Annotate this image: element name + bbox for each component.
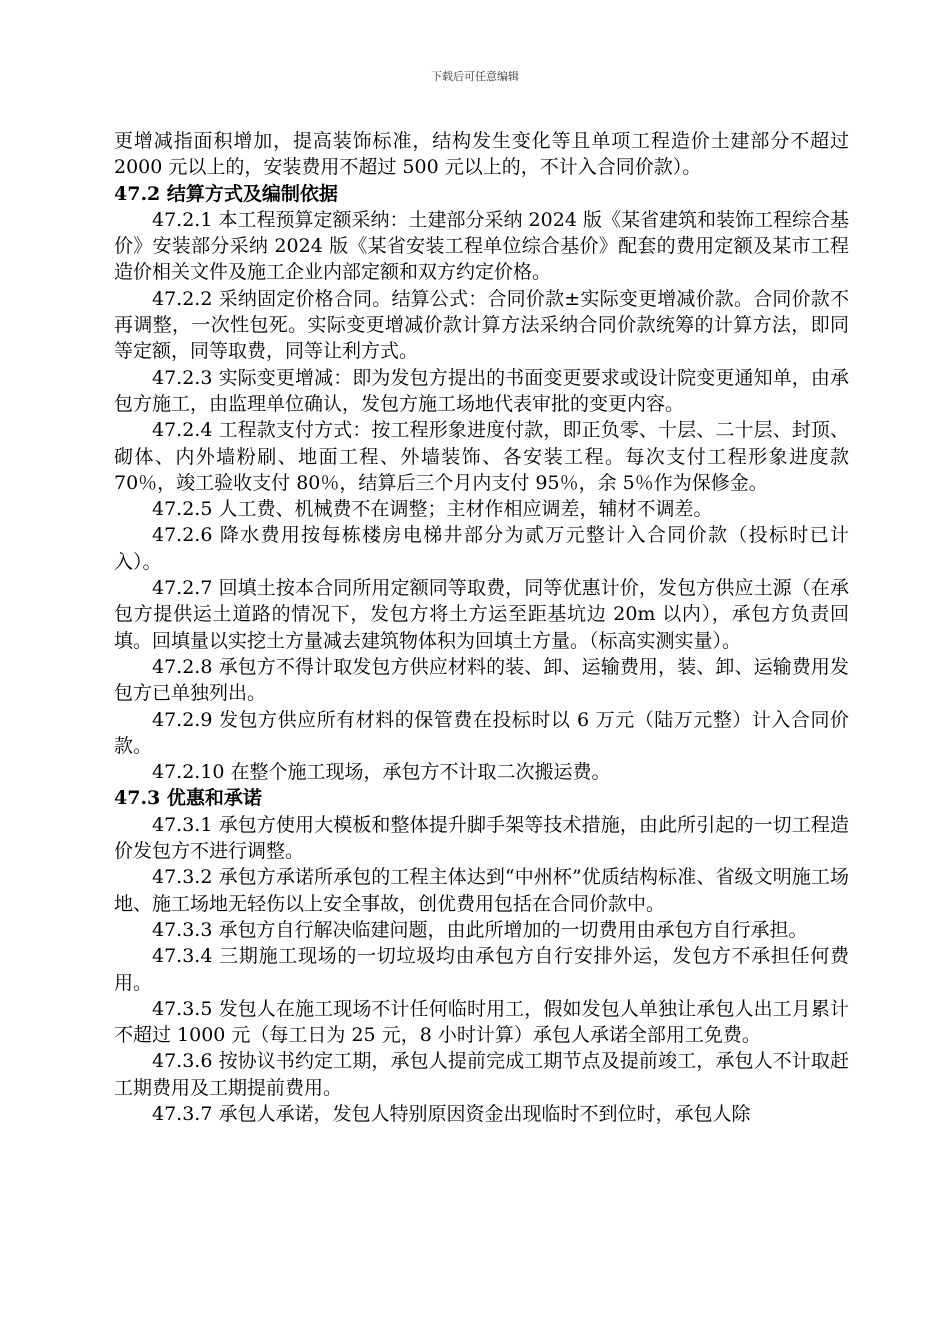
paragraph: 47.2.2 采纳固定价格合同。结算公式：合同价款±实际变更增减价款。合同价款不再调整，一次性包死。实际变更增减价款计算方法采纳合同价款统筹的计算方法，即同等定额，同等取费，同等让利方式。 [114,287,849,363]
paragraph: 更增减指面积增加，提高装饰标准，结构发生变化等且单项工程造价土建部分不超过 2000 元以上的，安装费用不超过 500 元以上的，不计入合同价款）。 [114,130,849,179]
paragraph: 47.2.7 回填土按本合同所用定额同等取费，同等优惠计价，发包方供应土源（在承包方提供运土道路的情况下，发包方将土方运至距基坑边 20m 以内），承包方负责回填。回填量以实挖土方量减去建筑物体积为回填土方量。（标高实测实量）。 [114,577,849,652]
section-heading: 47.2 结算方式及编制依据 [114,182,338,205]
paragraph: 47.3.1 承包方使用大模板和整体提升脚手架等技术措施，由此所引起的一切工程造价发包方不进行调整。 [114,813,849,863]
section-heading: 47.3 优惠和承诺 [114,787,262,810]
paragraph: 47.2.1 本工程预算定额采纳：土建部分采纳 2024 版《某省建筑和装饰工程综合基价》安装部分采纳 2024 版《某省安装工程单位综合基价》配套的费用定额及某市工程造价相关文件及施工企业内部定额和双方约定价格。 [114,208,849,284]
paragraph: 47.3.4 三期施工现场的一切垃圾均由承包方自行安排外运，发包方不承担任何费用。 [114,945,849,994]
paragraph: 47.2.3 实际变更增减：即为发包方提出的书面变更要求或设计院变更通知单，由承包方施工，由监理单位确认，发包方施工场地代表审批的变更内容。 [114,366,849,415]
paragraph: 47.2.5 人工费、机械费不在调整；主材作相应调差，辅材不调差。 [152,498,713,521]
paragraph: 47.3.7 承包人承诺，发包人特别原因资金出现临时不到位时，承包人除 [152,1102,751,1125]
paragraph: 47.3.5 发包人在施工现场不计任何临时用工，假如发包人单独让承包人出工月累计不超过 1000 元（每工日为 25 元，8 小时计算）承包人承诺全部用工免费。 [114,997,849,1047]
paragraph: 47.2.6 降水费用按每栋楼房电梯井部分为贰万元整计入合同价款（投标时已计入）。 [114,524,849,573]
document-body [114,128,849,1127]
paragraph: 47.3.2 承包方承诺所承包的工程主体达到“中州杯”优质结构标准、省级文明施工场地、施工场地无轻伤以上安全事故，创优费用包括在合同价款中。 [114,866,849,915]
paragraph: 47.2.8 承包方不得计取发包方供应材料的装、卸、运输费用，装、卸、运输费用发包方已单独列出。 [114,655,849,705]
paragraph: 47.2.10 在整个施工现场，承包方不计取二次搬运费。 [152,761,611,784]
paragraph: 47.3.3 承包方自行解决临建问题，由此所增加的一切费用由承包方自行承担。 [152,918,808,941]
paragraph: 47.3.6 按协议书约定工期，承包人提前完成工期节点及提前竣工，承包人不计取赶工期费用及工期提前费用。 [114,1050,849,1099]
page-header: 下载后可任意编辑 [431,70,519,83]
paragraph: 47.2.9 发包方供应所有材料的保管费在投标时以 6 万元（陆万元整）计入合同价款。 [114,708,849,757]
paragraph: 47.2.4 工程款支付方式：按工程形象进度付款，即正负零、十层、二十层、封顶、砌体、内外墙粉刷、地面工程、外墙装饰、各安装工程。每次支付工程形象进度款 70％，竣工验收支付 80％，结算后三个月内支付 95％，余 5％作为保修金。 [114,419,849,494]
